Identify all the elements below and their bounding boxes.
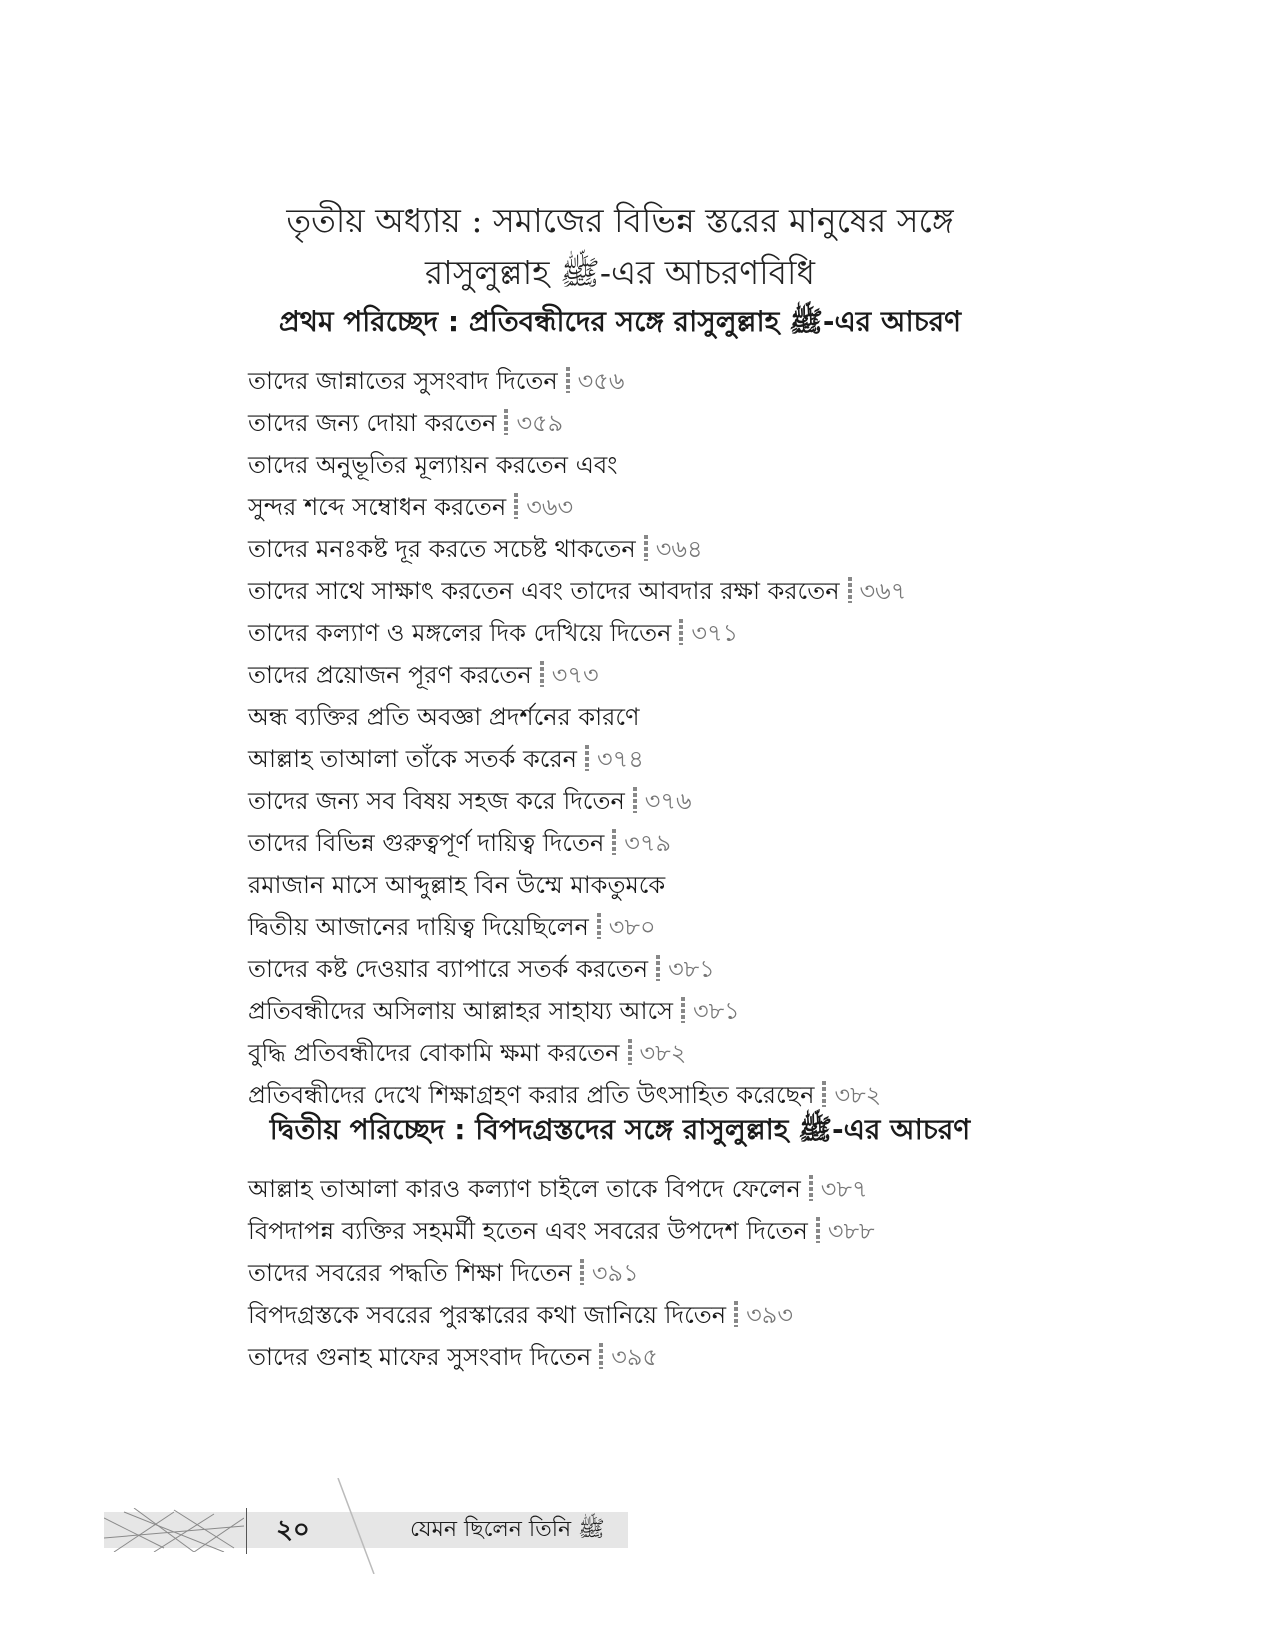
dotted-separator-icon [822, 1081, 826, 1107]
toc-list-section-1 [248, 360, 1048, 1116]
footer-slash-line [330, 1478, 390, 1574]
toc-entry-text: তাদের কষ্ট দেওয়ার ব্যাপারে সতর্ক করতেন [248, 955, 649, 983]
toc-entry-text: প্রতিবন্ধীদের দেখে শিক্ষাগ্রহণ করার প্রতি উৎসাহিত করেছেন [248, 1081, 815, 1109]
dotted-separator-icon [540, 661, 544, 687]
toc-entry-page: ৩৯৩ [746, 1301, 793, 1329]
dotted-separator-icon [656, 955, 660, 981]
toc-entry-page: ৩৫৬ [577, 367, 625, 395]
dotted-separator-icon [612, 829, 616, 855]
toc-entry-page: ৩৫৯ [516, 409, 564, 437]
toc-entry [248, 780, 1048, 822]
footer-page-number: ২০ [276, 1515, 310, 1545]
toc-entry-page: ৩৯১ [591, 1259, 639, 1287]
toc-entry [248, 990, 1048, 1032]
toc-entry [248, 906, 1048, 948]
toc-entry [248, 948, 1048, 990]
dotted-separator-icon [679, 619, 683, 645]
dotted-separator-icon [597, 913, 601, 939]
toc-entry-text: তাদের কল্যাণ ও মঙ্গলের দিক দেখিয়ে দিতেন [248, 619, 672, 647]
toc-entry-text: তাদের অনুভূতির মূল্যায়ন করতেন এবং [248, 451, 618, 479]
footer-divider [246, 1508, 247, 1554]
toc-entry-page: ৩৬৭ [859, 577, 907, 605]
toc-entry [248, 1336, 1048, 1378]
toc-entry-page: ৩৭৬ [644, 787, 692, 815]
toc-entry-text: তাদের বিভিন্ন গুরুত্বপূর্ণ দায়িত্ব দিতেন [248, 829, 605, 857]
dotted-separator-icon [580, 1259, 584, 1285]
toc-entry [248, 696, 1048, 738]
dotted-separator-icon [734, 1301, 738, 1327]
toc-entry-text: দ্বিতীয় আজানের দায়িত্ব দিয়েছিলেন [248, 913, 589, 941]
toc-entry [248, 822, 1048, 864]
toc-entry [248, 612, 1048, 654]
toc-entry-page: ৩৮৭ [820, 1175, 868, 1203]
toc-entry-text: তাদের জন্য দোয়া করতেন [248, 409, 497, 437]
toc-entry-page: ৩৮৮ [827, 1217, 875, 1245]
toc-entry [248, 360, 1048, 402]
toc-entry [248, 1252, 1048, 1294]
dotted-separator-icon [504, 409, 508, 435]
section-heading: দ্বিতীয় পরিচ্ছেদ : বিপদগ্রস্তদের সঙ্গে রাসুলুল্লাহ ﷺ-এর আচরণ [269, 1113, 971, 1146]
toc-entry-page: ৩৯৫ [611, 1343, 658, 1371]
chapter-title [200, 195, 1040, 299]
toc-entry [248, 528, 1048, 570]
toc-entry-page: ৩৮১ [692, 997, 740, 1025]
toc-entry-page: ৩৭৪ [596, 745, 644, 773]
footer-book-title: যেমন ছিলেন তিনি ﷺ [410, 1517, 605, 1542]
toc-entry [248, 1210, 1048, 1252]
toc-entry [248, 864, 1048, 906]
toc-entry-text: রমাজান মাসে আব্দুল্লাহ বিন উম্মে মাকতুমকে [248, 871, 666, 899]
toc-entry [248, 1032, 1048, 1074]
toc-entry-page: ৩৮০ [608, 913, 656, 941]
toc-entry [248, 1294, 1048, 1336]
chapter-title-line-1: তৃতীয় অধ্যায় : সমাজের বিভিন্ন স্তরের মানুষের সঙ্গে [286, 201, 954, 240]
toc-entry-text: তাদের প্রয়োজন পূরণ করতেন [248, 661, 532, 689]
toc-entry-text: প্রতিবন্ধীদের অসিলায় আল্লাহর সাহায্য আসে [248, 997, 673, 1025]
toc-entry-page: ৩৬৩ [526, 493, 574, 521]
toc-entry-page: ৩৭১ [691, 619, 739, 647]
toc-entry-text: বিপদাপন্ন ব্যক্তির সহমর্মী হতেন এবং সবরের উপদেশ দিতেন [248, 1217, 808, 1245]
toc-entry-text: সুন্দর শব্দে সম্বোধন করতেন [248, 493, 507, 521]
toc-entry-text: অন্ধ ব্যক্তির প্রতি অবজ্ঞা প্রদর্শনের কারণে [248, 703, 640, 731]
dotted-separator-icon [585, 745, 589, 771]
dotted-separator-icon [809, 1175, 813, 1201]
toc-entry-page: ৩৭৯ [624, 829, 672, 857]
toc-entry-page: ৩৮১ [668, 955, 715, 983]
toc-entry-page: ৩৭৩ [551, 661, 599, 689]
chapter-title-line-2: রাসুলুল্লাহ ﷺ-এর আচরণবিধি [425, 253, 815, 292]
dotted-separator-icon [628, 1039, 632, 1065]
footer-line-pattern [104, 1508, 244, 1552]
toc-entry [248, 402, 1048, 444]
section-heading: প্রথম পরিচ্ছেদ : প্রতিবন্ধীদের সঙ্গে রাসুলুল্লাহ ﷺ-এর আচরণ [278, 305, 962, 338]
dotted-separator-icon [681, 997, 685, 1023]
toc-entry-text: তাদের গুনাহ মাফের সুসংবাদ দিতেন [248, 1343, 592, 1371]
toc-entry-text: তাদের জান্নাতের সুসংবাদ দিতেন [248, 367, 558, 395]
toc-entry [248, 1168, 1048, 1210]
dotted-separator-icon [514, 493, 518, 519]
dotted-separator-icon [816, 1217, 820, 1243]
dotted-separator-icon [566, 367, 570, 393]
toc-entry [248, 486, 1048, 528]
toc-entry-text: বিপদগ্রস্তকে সবরের পুরস্কারের কথা জানিয়ে দিতেন [248, 1301, 727, 1329]
toc-entry-text: বুদ্ধি প্রতিবন্ধীদের বোকামি ক্ষমা করতেন [248, 1039, 620, 1067]
toc-entry-page: ৩৬৪ [655, 535, 703, 563]
toc-entry-page: ৩৮২ [834, 1081, 882, 1109]
dotted-separator-icon [644, 535, 648, 561]
toc-entry-text: আল্লাহ তাআলা তাঁকে সতর্ক করেন [248, 745, 577, 773]
toc-entry [248, 654, 1048, 696]
toc-entry-text: তাদের সাথে সাক্ষাৎ করতেন এবং তাদের আবদার রক্ষা করতেন [248, 577, 840, 605]
toc-entry-text: আল্লাহ তাআলা কারও কল্যাণ চাইলে তাকে বিপদে ফেলেন [248, 1175, 801, 1203]
toc-list-section-2 [248, 1168, 1048, 1378]
toc-entry-text: তাদের জন্য সব বিষয় সহজ করে দিতেন [248, 787, 625, 815]
toc-entry [248, 570, 1048, 612]
dotted-separator-icon [633, 787, 637, 813]
toc-entry-page: ৩৮২ [639, 1039, 687, 1067]
toc-entry-text: তাদের সবরের পদ্ধতি শিক্ষা দিতেন [248, 1259, 572, 1287]
dotted-separator-icon [599, 1343, 603, 1369]
dotted-separator-icon [848, 577, 852, 603]
toc-entry [248, 444, 1048, 486]
toc-entry [248, 738, 1048, 780]
toc-entry-text: তাদের মনঃকষ্ট দূর করতে সচেষ্ট থাকতেন [248, 535, 636, 563]
